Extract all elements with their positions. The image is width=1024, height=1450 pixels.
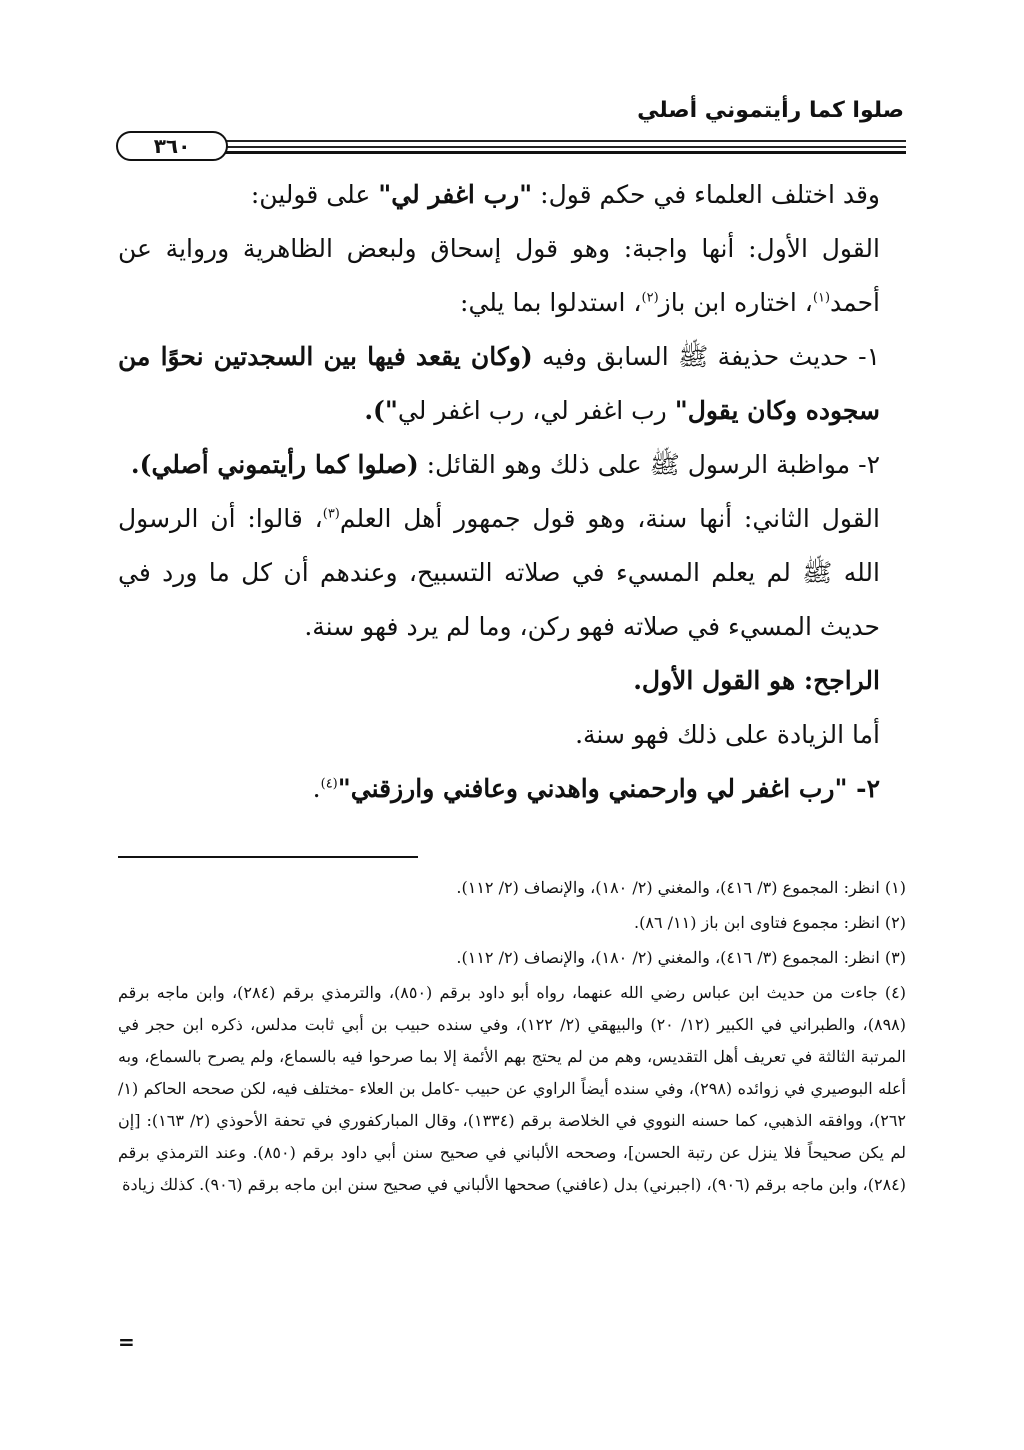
header-rule <box>120 146 906 148</box>
header-rule <box>120 140 906 142</box>
footnote: (٤) جاءت من حديث ابن عباس رضي الله عنهما، رواه أبو داود برقم (٨٥٠)، والترمذي برقم (٢٨٤)، وابن ماجه برقم (٨٩٨)، والطبراني في الكبير (١٢/ ٢٠) والبيهقي (٢/ ١٢٢)، وفي سنده حبيب بن أبي ثابت مدلس، ذكره ابن حجر في المرتبة الثالثة في تعريف أهل التقديس، وهم من لم يحتج بهم الأئمة إلا بما صرحوا فيه بالسماع، ولم يصرح بالسماع، وبه أعله البوصيري في زوائده (٢٩٨)، وفي سنده أيضاً الراوي عن حبيب -كامل بن العلاء -مختلف فيه، لكن صححه الحاكم (١/ ٢٦٢)، ووافقه الذهبي، كما حسنه النووي في الخلاصة برقم (١٣٣٤)، وقال المباركفوري في تحفة الأحوذي (٢/ ١٦٣): [إن لم يكن صحيحاً فلا ينزل عن رتبة الحسن]، وصححه الألباني في صحيح سنن أبي داود برقم (٨٥٠). وعند الترمذي برقم (٢٨٤)، وابن ماجه برقم (٩٠٦)، (اجبرني) بدل (عافني) صححها الألباني في صحيح سنن ابن ماجه برقم (٩٠٦). كذلك زيادة <box>118 983 906 1194</box>
footnote-ref: (١) <box>812 290 831 306</box>
footnote-separator <box>118 856 418 858</box>
paragraph: ١- حديث حذيفة ﷺ السابق وفيه (وكان يقعد فيها بين السجدتين نحوًا من سجوده وكان يقول" رب اغفر لي، رب اغفر لي"). <box>118 342 880 425</box>
paragraph: القول الثاني: أنها سنة، وهو قول جمهور أهل العلم$^{(٣)}$، قالوا: أن الرسول الله ﷺ لم يعلم المسيء في صلاته التسبيح، وعندهم أن كل ما ورد في حديث المسيء في صلاته فهو ركن، وما لم يرد فهو سنة. <box>118 504 880 641</box>
footnote-ref: (٢) <box>641 290 659 306</box>
paragraph: ٢- مواظبة الرسول ﷺ على ذلك وهو القائل: (صلوا كما رأيتموني أصلي). <box>130 450 880 479</box>
paragraph: الراجح: هو القول الأول. <box>633 666 880 695</box>
continuation-mark: = <box>118 1330 135 1354</box>
paragraph: وقد اختلف العلماء في حكم قول: "رب اغفر لي" على قولين: <box>250 180 880 209</box>
footnote: (١) انظر: المجموع (٣/ ٤١٦)، والمغني (٢/ ١٨٠)، والإنصاف (٢/ ١١٢). <box>456 878 906 897</box>
footnote-ref: (٤) <box>320 776 338 792</box>
footnotes <box>118 872 906 1204</box>
footnote: (٣) انظر: المجموع (٣/ ٤١٦)، والمغني (٢/ ١٨٠)، والإنصاف (٢/ ١١٢). <box>456 948 906 967</box>
header-rule <box>120 151 906 154</box>
paragraph: ٢- "رب اغفر لي وارحمني واهدني وعافني وارزقني"$^{(٤)}$. <box>312 774 880 803</box>
footnote: (٢) انظر: مجموع فتاوى ابن باز (١١/ ٨٦). <box>634 913 906 932</box>
main-text <box>118 168 906 816</box>
page-number: ٣٦٠ <box>116 131 228 161</box>
paragraph: القول الأول: أنها واجبة: وهو قول إسحاق ولبعض الظاهرية ورواية عن أحمد$^{(١)}$، اختاره ابن باز$^{(٢)}$، استدلوا بما يلي: <box>118 234 880 317</box>
paragraph: أما الزيادة على ذلك فهو سنة. <box>575 720 880 749</box>
footnote-ref: (٣) <box>322 506 340 522</box>
running-title: صلوا كما رأيتموني أصلي <box>637 98 904 123</box>
